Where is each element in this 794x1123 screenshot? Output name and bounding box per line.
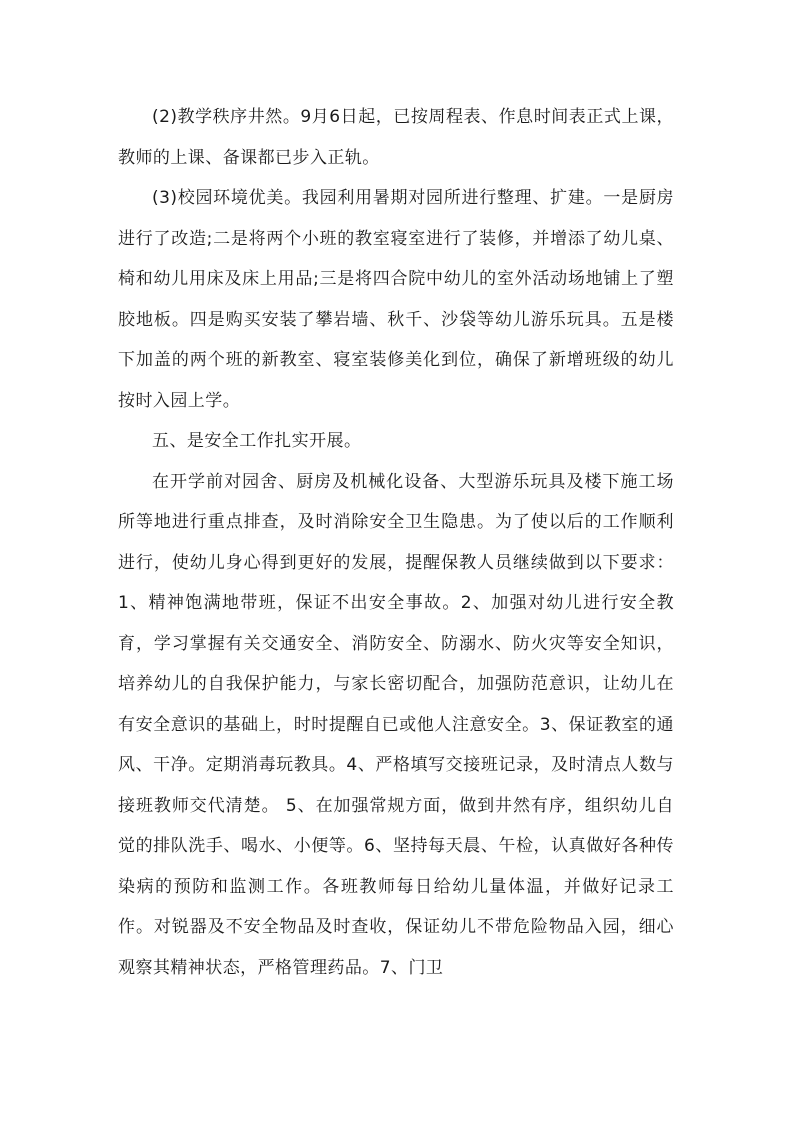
document-body <box>118 97 674 988</box>
paragraph-safety-details: 在开学前对园舍、厨房及机械化设备、大型游乐玩具及楼下施工场所等地进行重点排查，及时消除安全卫生隐患。为了使以后的工作顺利进行，使幼儿身心得到更好的发展，提醒保教人员继续做到以下要求：1、精神饱满地带班，保证不出安全事故。2、加强对幼儿进行安全教育，学习掌握有关交通安全、消防安全、防溺水、防火灾等安全知识，培养幼儿的自我保护能力，与家长密切配合，加强防范意识，让幼儿在有安全意识的基础上，时时提醒自已或他人注意安全。3、保证教室的通风、干净。定期消毒玩教具。4、严格填写交接班记录，及时清点人数与接班教师交代清楚。 5、在加强常规方面，做到井然有序，组织幼儿自觉的排队洗手、喝水、小便等。6、坚持每天晨、午检，认真做好各种传染病的预防和监测工作。各班教师每日给幼儿量体温，并做好记录工作。对锐器及不安全物品及时查收，保证幼儿不带危险物品入园，细心观察其精神状态，严格管理药品。7、门卫 <box>118 471 674 978</box>
paragraph-teaching-order: (2)教学秩序井然。9月6日起，已按周程表、作息时间表正式上课，教师的上课、备课都已步入正轨。 <box>118 107 674 168</box>
paragraph-campus-environment: (3)校园环境优美。我园利用暑期对园所进行整理、扩建。一是厨房进行了改造;二是将两个小班的教室寝室进行了装修，并增添了幼儿桌、椅和幼儿用床及床上用品;三是将四合院中幼儿的室外活动场地铺上了塑胶地板。四是购买安装了攀岩墙、秋千、沙袋等幼儿游乐玩具。五是楼下加盖的两个班的新教室、寝室装修美化到位，确保了新增班级的幼儿按时入园上学。 <box>118 188 674 411</box>
section-heading-safety: 五、是安全工作扎实开展。 <box>152 431 362 451</box>
